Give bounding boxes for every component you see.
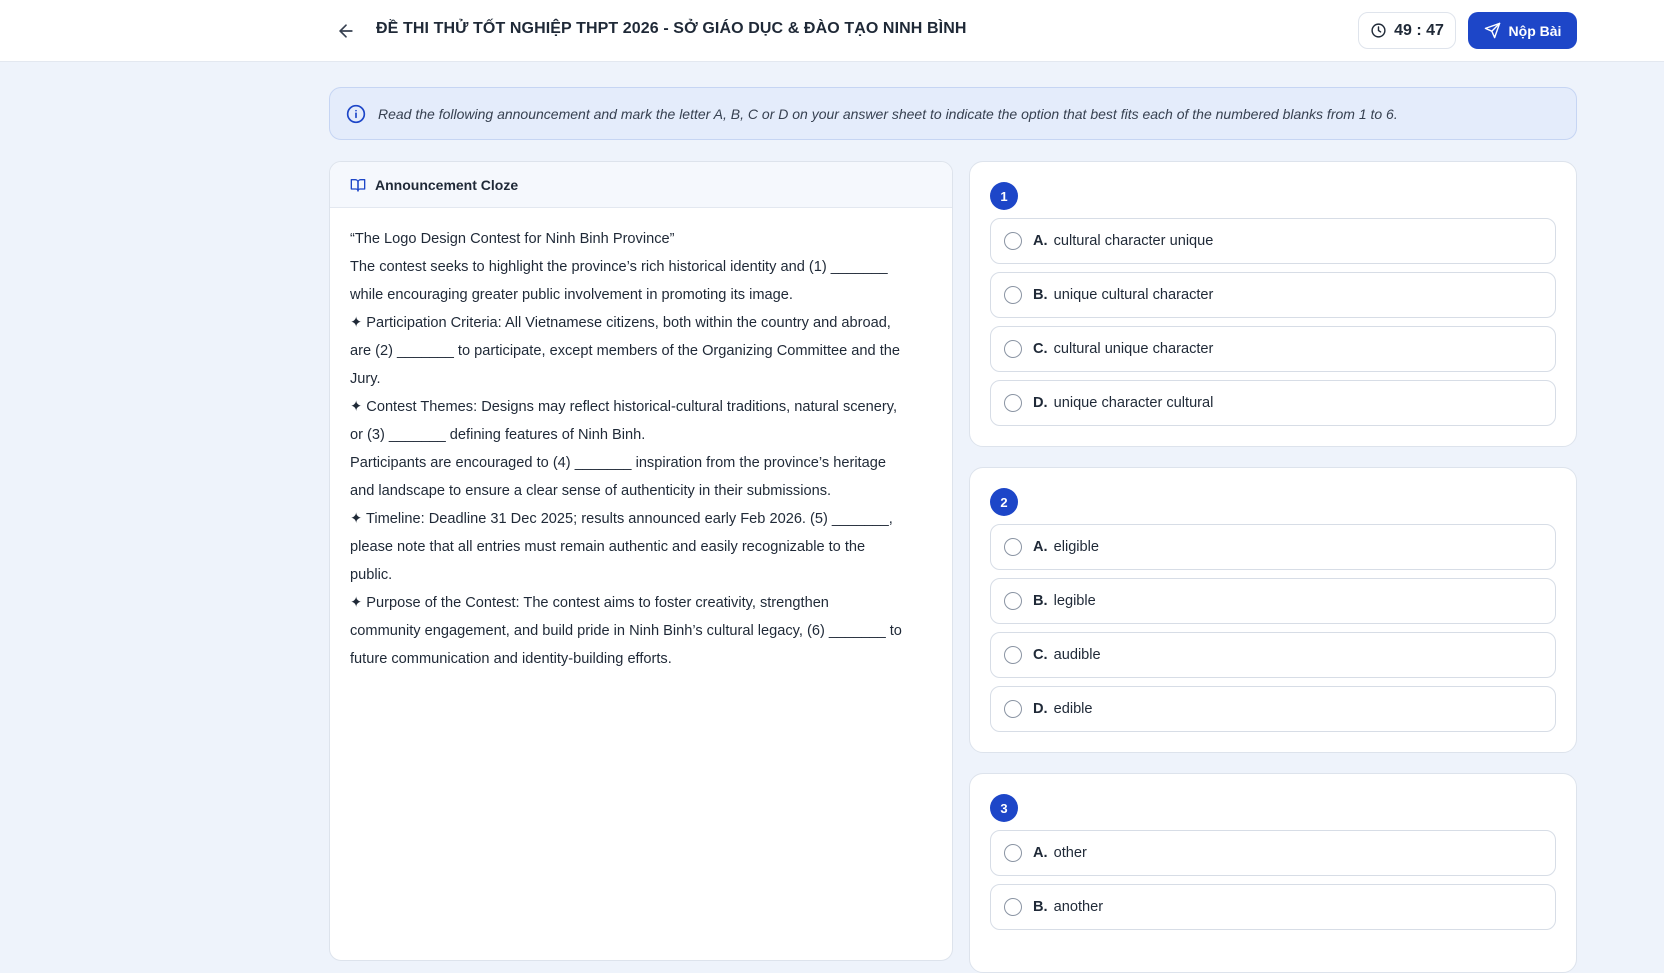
- option-letter: B.: [1033, 287, 1048, 303]
- question-number-badge: 2: [990, 488, 1018, 516]
- option-3a[interactable]: [990, 830, 1556, 876]
- option-letter: D.: [1033, 395, 1048, 411]
- option-1c[interactable]: [990, 326, 1556, 372]
- info-icon: [346, 104, 366, 124]
- option-2d[interactable]: [990, 686, 1556, 732]
- option-letter: B.: [1033, 899, 1048, 915]
- option-text: other: [1053, 845, 1087, 861]
- radio-button[interactable]: [1004, 232, 1022, 250]
- passage-line: ✦ Purpose of the Contest: The contest aims to foster creativity, strengthen: [350, 595, 829, 611]
- option-text: edible: [1053, 701, 1093, 717]
- radio-button[interactable]: [1004, 340, 1022, 358]
- passage-line: community engagement, and build pride in Ninh Binh’s cultural legacy, (6) _______ to: [350, 623, 902, 639]
- passage-header: [330, 162, 952, 208]
- passage-line: please note that all entries must remain authentic and easily recognizable to the: [350, 539, 866, 555]
- option-2c[interactable]: [990, 632, 1556, 678]
- option-text: unique cultural character: [1053, 287, 1214, 303]
- clock-icon: [1370, 22, 1387, 39]
- instruction-banner: [329, 87, 1577, 140]
- radio-button[interactable]: [1004, 646, 1022, 664]
- option-3b[interactable]: [990, 884, 1556, 930]
- instruction-text: Read the following announcement and mark the letter A, B, C or D on your answer sheet to indicate the option that best fits each of the numbered blanks from 1 to 6.: [378, 105, 1398, 122]
- radio-button[interactable]: [1004, 394, 1022, 412]
- passage-line: are (2) _______ to participate, except members of the Organizing Committee and the: [350, 343, 900, 359]
- countdown-timer: [1358, 12, 1456, 49]
- passage-line: public.: [350, 567, 393, 583]
- option-text: another: [1053, 899, 1104, 915]
- option-letter: A.: [1033, 845, 1048, 861]
- passage-panel: [329, 161, 953, 961]
- option-letter: A.: [1033, 233, 1048, 249]
- option-text: unique character cultural: [1053, 395, 1214, 411]
- option-1d[interactable]: [990, 380, 1556, 426]
- question-number-badge: 1: [990, 182, 1018, 210]
- top-bar: [0, 0, 1664, 62]
- option-text: audible: [1053, 647, 1101, 663]
- question-card-2: [969, 467, 1577, 753]
- question-card-1: [969, 161, 1577, 447]
- passage-line: ✦ Participation Criteria: All Vietnamese citizens, both within the country and abroad,: [350, 315, 891, 331]
- option-2b[interactable]: [990, 578, 1556, 624]
- passage-line: ✦ Timeline: Deadline 31 Dec 2025; results announced early Feb 2026. (5) _______,: [350, 511, 893, 527]
- radio-button[interactable]: [1004, 538, 1022, 556]
- passage-line: Jury.: [350, 371, 381, 387]
- option-text: cultural character unique: [1053, 233, 1214, 249]
- option-1b[interactable]: [990, 272, 1556, 318]
- back-button[interactable]: [333, 18, 359, 44]
- passage-line: Participants are encouraged to (4) _______ inspiration from the province’s heritage: [350, 455, 886, 471]
- radio-button[interactable]: [1004, 700, 1022, 718]
- option-letter: D.: [1033, 701, 1048, 717]
- passage-line: future communication and identity-building efforts.: [350, 651, 672, 667]
- option-text: eligible: [1053, 539, 1100, 555]
- passage-line: “The Logo Design Contest for Ninh Binh Province”: [350, 231, 675, 247]
- passage-line: and landscape to ensure a clear sense of authenticity in their submissions.: [350, 483, 832, 499]
- radio-button[interactable]: [1004, 844, 1022, 862]
- send-icon: [1484, 22, 1501, 39]
- radio-button[interactable]: [1004, 286, 1022, 304]
- arrow-left-icon: [336, 21, 356, 41]
- passage-line: ✦ Contest Themes: Designs may reflect historical-cultural traditions, natural scenery,: [350, 399, 898, 415]
- passage-body: [330, 208, 952, 673]
- book-open-icon: [350, 177, 366, 193]
- submit-label: Nộp Bài: [1508, 22, 1562, 39]
- timer-value: 49 : 47: [1394, 21, 1444, 39]
- question-card-3: [969, 773, 1577, 973]
- radio-button[interactable]: [1004, 898, 1022, 916]
- passage-line: or (3) _______ defining features of Ninh Binh.: [350, 427, 646, 443]
- option-letter: B.: [1033, 593, 1048, 609]
- submit-button[interactable]: [1468, 12, 1577, 49]
- option-1a[interactable]: [990, 218, 1556, 264]
- option-letter: C.: [1033, 341, 1048, 357]
- passage-title: Announcement Cloze: [375, 176, 519, 193]
- option-text: cultural unique character: [1053, 341, 1214, 357]
- page-title: ĐỀ THI THỬ TỐT NGHIỆP THPT 2026 - SỞ GIÁO DỤC & ĐÀO TẠO NINH BÌNH: [376, 20, 967, 37]
- option-2a[interactable]: [990, 524, 1556, 570]
- option-letter: C.: [1033, 647, 1048, 663]
- question-number-badge: 3: [990, 794, 1018, 822]
- passage-line: while encouraging greater public involvement in promoting its image.: [350, 287, 793, 303]
- option-text: legible: [1053, 593, 1096, 609]
- passage-line: The contest seeks to highlight the province’s rich historical identity and (1) _______: [350, 259, 888, 275]
- option-letter: A.: [1033, 539, 1048, 555]
- radio-button[interactable]: [1004, 592, 1022, 610]
